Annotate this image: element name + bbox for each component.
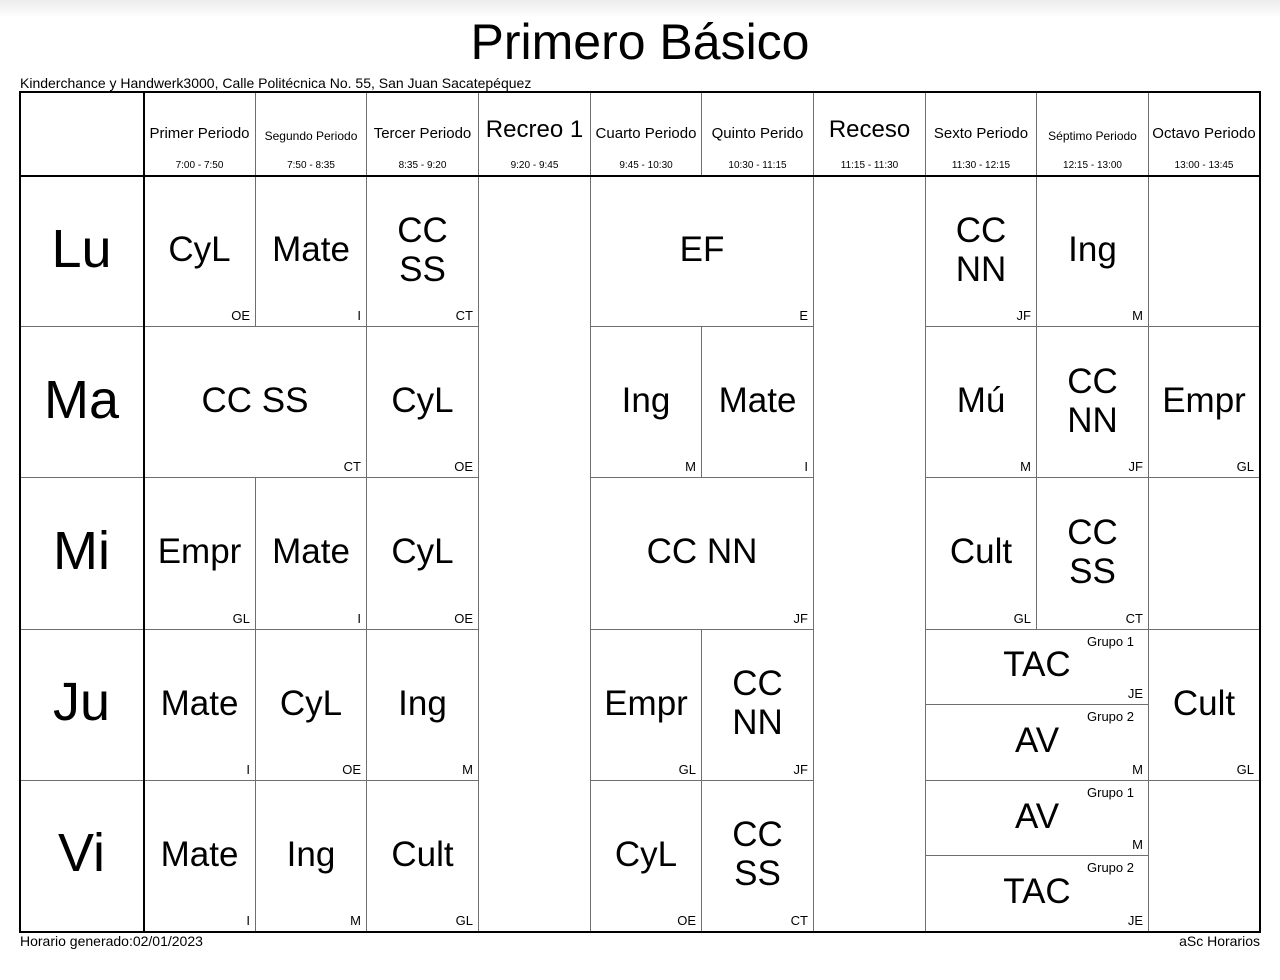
subject-label: Ing bbox=[621, 381, 671, 421]
period-time: 11:30 - 12:15 bbox=[951, 160, 1011, 171]
teacher-code: OE bbox=[677, 912, 696, 928]
subject-label: Mate bbox=[272, 532, 350, 572]
period-name: Cuarto Periodo bbox=[595, 125, 697, 142]
subject-label: Mate bbox=[272, 230, 350, 270]
teacher-code: JF bbox=[793, 610, 808, 626]
teacher-code: JF bbox=[793, 761, 808, 777]
day-label: Ma bbox=[43, 369, 119, 430]
lesson-cell[interactable] bbox=[702, 781, 814, 932]
subject-label: Cult bbox=[949, 532, 1013, 572]
lesson-cell[interactable] bbox=[1149, 781, 1260, 932]
day-label: Lu bbox=[51, 218, 112, 279]
period-header bbox=[1149, 92, 1260, 176]
recreo-column bbox=[479, 176, 591, 932]
teacher-code: OE bbox=[454, 459, 473, 475]
subject-label: Mate bbox=[160, 683, 239, 723]
lesson-cell[interactable] bbox=[1149, 176, 1260, 327]
lesson-cell[interactable] bbox=[591, 327, 702, 478]
lesson-cell[interactable] bbox=[1149, 630, 1260, 781]
subject-label: Cult bbox=[1172, 683, 1236, 723]
lesson-cell[interactable] bbox=[144, 781, 256, 932]
teacher-code: I bbox=[804, 459, 808, 475]
subject-label: CyL bbox=[279, 683, 343, 723]
period-name: Segundo Periodo bbox=[264, 129, 358, 143]
period-header bbox=[814, 92, 926, 176]
subject-label: Ing bbox=[1068, 230, 1117, 270]
lesson-cell[interactable] bbox=[367, 176, 479, 327]
lesson-cell[interactable] bbox=[144, 478, 256, 629]
group-lesson-cell[interactable] bbox=[926, 781, 1149, 857]
lesson-cell[interactable] bbox=[144, 327, 367, 478]
lesson-cell[interactable] bbox=[926, 327, 1037, 478]
day-row-header bbox=[20, 478, 144, 629]
period-time: 13:00 - 13:45 bbox=[1174, 160, 1234, 171]
teacher-code: M bbox=[685, 459, 696, 475]
teacher-code: CT bbox=[790, 912, 808, 928]
subject-label: AV bbox=[1014, 796, 1060, 836]
teacher-code: I bbox=[246, 912, 250, 928]
period-header bbox=[144, 92, 256, 176]
period-header bbox=[367, 92, 479, 176]
lesson-cell[interactable] bbox=[926, 176, 1037, 327]
teacher-code: JF bbox=[1016, 308, 1031, 324]
teacher-code: M bbox=[1132, 761, 1143, 777]
corner-cell bbox=[20, 92, 144, 176]
period-header bbox=[1037, 92, 1149, 176]
lesson-cell[interactable] bbox=[1149, 478, 1260, 629]
teacher-code: M bbox=[462, 761, 473, 777]
subject-label: TAC bbox=[1003, 645, 1071, 685]
lesson-cell[interactable] bbox=[256, 781, 367, 932]
teacher-code: OE bbox=[454, 610, 473, 626]
teacher-code: GL bbox=[455, 912, 473, 928]
lesson-cell[interactable] bbox=[367, 478, 479, 629]
teacher-code: JE bbox=[1127, 912, 1143, 928]
day-row-header bbox=[20, 630, 144, 781]
lesson-cell[interactable] bbox=[144, 630, 256, 781]
subject-label: Mate bbox=[160, 834, 239, 874]
subject-label: EF bbox=[679, 230, 725, 270]
teacher-code: GL bbox=[1013, 610, 1031, 626]
teacher-code: JF bbox=[1128, 459, 1143, 475]
day-row-header bbox=[20, 781, 144, 932]
school-address: Kinderchance y Handwerk3000, Calle Politécnica No. 55, San Juan Sacatepéquez bbox=[20, 75, 532, 91]
period-time: 9:45 - 10:30 bbox=[619, 160, 673, 171]
teacher-code: OE bbox=[231, 308, 250, 324]
teacher-code: CT bbox=[455, 308, 473, 324]
subject-label: Empr bbox=[157, 532, 242, 572]
teacher-code: GL bbox=[232, 610, 250, 626]
lesson-cell[interactable] bbox=[144, 176, 256, 327]
period-name: Sexto Periodo bbox=[933, 125, 1029, 142]
period-time: 7:00 - 7:50 bbox=[175, 160, 224, 171]
period-name: Quinto Perido bbox=[711, 125, 804, 142]
subject-label: Ing bbox=[398, 683, 447, 723]
period-header bbox=[479, 92, 591, 176]
period-time: 10:30 - 11:15 bbox=[728, 160, 787, 171]
lesson-cell[interactable] bbox=[256, 478, 367, 629]
group-label: Grupo 2 bbox=[1087, 860, 1134, 876]
subject-label: CC SS bbox=[1067, 512, 1118, 591]
day-row-header bbox=[20, 327, 144, 478]
subject-label: Cult bbox=[391, 834, 454, 874]
subject-label: CC NN bbox=[1067, 361, 1118, 440]
page-title: Primero Básico bbox=[470, 14, 810, 70]
teacher-code: M bbox=[350, 912, 361, 928]
lesson-cell[interactable] bbox=[702, 327, 814, 478]
subject-label: CyL bbox=[614, 834, 678, 874]
period-header bbox=[591, 92, 702, 176]
period-time: 8:35 - 9:20 bbox=[398, 160, 447, 171]
teacher-code: E bbox=[799, 308, 808, 324]
lesson-cell[interactable] bbox=[1149, 327, 1260, 478]
subject-label: TAC bbox=[1003, 872, 1071, 912]
lesson-cell[interactable] bbox=[367, 781, 479, 932]
subject-label: CC NN bbox=[955, 210, 1007, 289]
period-time: 11:15 - 11:30 bbox=[840, 160, 899, 171]
period-name: Receso bbox=[828, 116, 911, 143]
subject-label: CC NN bbox=[646, 532, 758, 572]
teacher-code: I bbox=[357, 308, 361, 324]
group-label: Grupo 1 bbox=[1087, 784, 1134, 800]
teacher-code: I bbox=[246, 761, 250, 777]
group-label: Grupo 1 bbox=[1087, 633, 1134, 649]
subject-label: CC NN bbox=[732, 664, 783, 743]
period-name: Tercer Periodo bbox=[373, 125, 472, 142]
receso-column bbox=[814, 176, 926, 932]
day-label: Mi bbox=[53, 520, 110, 581]
period-name: Recreo 1 bbox=[485, 116, 584, 143]
period-name: Séptimo Periodo bbox=[1048, 129, 1137, 143]
lesson-cell[interactable] bbox=[702, 630, 814, 781]
subject-label: AV bbox=[1014, 720, 1060, 760]
teacher-code: M bbox=[1132, 837, 1143, 853]
period-header bbox=[702, 92, 814, 176]
teacher-code: GL bbox=[678, 761, 696, 777]
lesson-cell[interactable] bbox=[591, 478, 814, 629]
teacher-code: JE bbox=[1127, 686, 1143, 702]
period-time: 9:20 - 9:45 bbox=[510, 160, 559, 171]
lesson-cell[interactable] bbox=[591, 630, 702, 781]
lesson-cell[interactable] bbox=[926, 478, 1037, 629]
period-header bbox=[926, 92, 1037, 176]
subject-label: CyL bbox=[391, 381, 454, 421]
software-credit: aSc Horarios bbox=[1179, 933, 1260, 949]
teacher-code: CT bbox=[1125, 610, 1143, 626]
period-name: Octavo Periodo bbox=[1152, 125, 1256, 142]
lesson-cell[interactable] bbox=[1037, 176, 1149, 327]
teacher-code: M bbox=[1020, 459, 1031, 475]
group-lesson-cell[interactable] bbox=[926, 630, 1149, 706]
teacher-code: GL bbox=[1236, 761, 1254, 777]
lesson-cell[interactable] bbox=[256, 630, 367, 781]
subject-label: Ing bbox=[286, 834, 336, 874]
subject-label: CC SS bbox=[201, 381, 309, 421]
generated-date: Horario generado:02/01/2023 bbox=[20, 933, 203, 949]
lesson-cell[interactable] bbox=[591, 781, 702, 932]
period-time: 12:15 - 13:00 bbox=[1063, 160, 1122, 171]
subject-label: Mate bbox=[718, 381, 797, 421]
subject-label: CC SS bbox=[732, 815, 783, 894]
subject-label: Mú bbox=[956, 381, 1006, 421]
day-label: Vi bbox=[57, 823, 106, 884]
teacher-code: GL bbox=[1236, 459, 1254, 475]
lesson-cell[interactable] bbox=[591, 176, 814, 327]
subject-label: Empr bbox=[1162, 381, 1246, 421]
subject-label: CC SS bbox=[397, 210, 448, 289]
lesson-cell[interactable] bbox=[256, 176, 367, 327]
day-row-header bbox=[20, 176, 144, 327]
period-name: Primer Periodo bbox=[149, 125, 250, 142]
group-lesson-cell[interactable] bbox=[926, 705, 1149, 781]
subject-label: CyL bbox=[391, 532, 454, 572]
header-separator bbox=[20, 175, 1260, 177]
group-lesson-cell[interactable] bbox=[926, 856, 1149, 932]
period-header bbox=[256, 92, 367, 176]
day-label: Ju bbox=[52, 672, 111, 733]
lesson-cell[interactable] bbox=[1037, 478, 1149, 629]
teacher-code: M bbox=[1132, 308, 1143, 324]
group-label: Grupo 2 bbox=[1087, 709, 1134, 725]
teacher-code: OE bbox=[342, 761, 361, 777]
lesson-cell[interactable] bbox=[367, 327, 479, 478]
lesson-cell[interactable] bbox=[367, 630, 479, 781]
subject-label: CyL bbox=[168, 230, 231, 270]
day-column-separator bbox=[143, 92, 145, 932]
period-time: 7:50 - 8:35 bbox=[287, 160, 335, 171]
lesson-cell[interactable] bbox=[1037, 327, 1149, 478]
teacher-code: CT bbox=[343, 459, 361, 475]
subject-label: Empr bbox=[604, 683, 688, 723]
teacher-code: I bbox=[357, 610, 361, 626]
